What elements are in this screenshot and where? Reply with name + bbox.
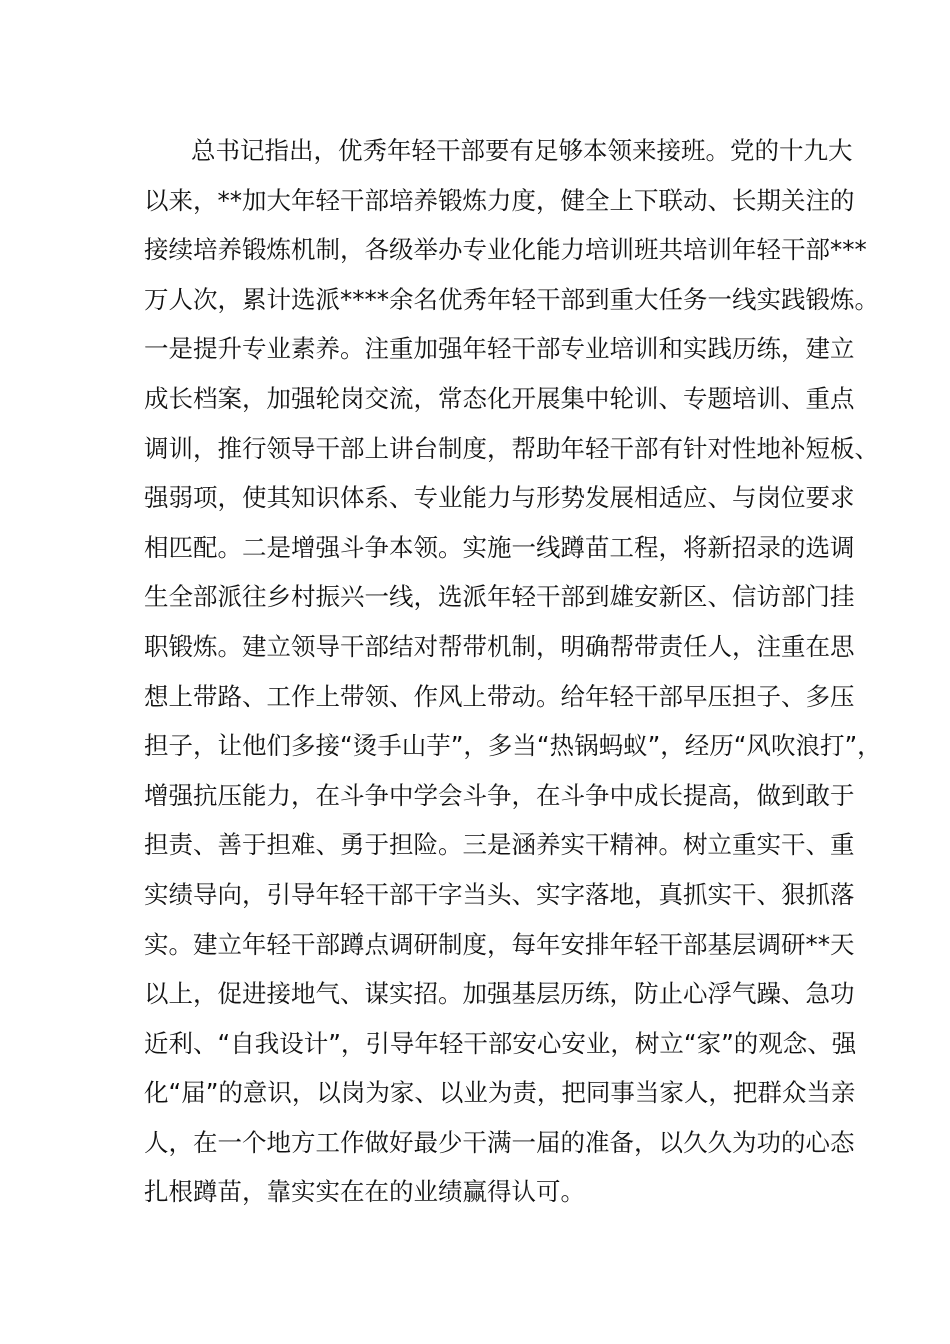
paragraph-line: 扎根蹲苗，靠实实在在的业绩赢得认可。	[144, 1177, 585, 1207]
paragraph-line: 一是提升专业素养。注重加强年轻干部专业培训和实践历练，建立	[144, 334, 855, 364]
paragraph-line: 以来，**加大年轻干部培养锻炼力度，健全上下联动、长期关注的	[144, 185, 855, 215]
paragraph-line: 以上，促进接地气、谋实招。加强基层历练，防止心浮气躁、急功	[144, 979, 855, 1009]
paragraph-line: 担子，让他们多接“烫手山芋”，多当“热锅蚂蚁”，经历“风吹浪打”，	[144, 731, 882, 761]
paragraph-line: 人，在一个地方工作做好最少干满一届的准备，以久久为功的心态	[144, 1127, 855, 1157]
paragraph-line: 职锻炼。建立领导干部结对帮带机制，明确帮带责任人，注重在思	[144, 631, 855, 661]
paragraph-line: 强弱项，使其知识体系、专业能力与形势发展相适应、与岗位要求	[144, 483, 855, 513]
paragraph-line: 调训，推行领导干部上讲台制度，帮助年轻干部有针对性地补短板、	[144, 433, 879, 463]
paragraph-line: 实。建立年轻干部蹲点调研制度，每年安排年轻干部基层调研**天	[144, 929, 855, 959]
paragraph-line: 万人次，累计选派****余名优秀年轻干部到重大任务一线实践锻炼。	[144, 284, 879, 314]
paragraph-line: 成长档案，加强轮岗交流，常态化开展集中轮训、专题培训、重点	[144, 383, 855, 413]
paragraph-line: 生全部派往乡村振兴一线，选派年轻干部到雄安新区、信访部门挂	[144, 582, 855, 612]
paragraph-line: 近利、“自我设计”，引导年轻干部安心安业，树立“家”的观念、强	[144, 1028, 857, 1058]
paragraph-line: 总书记指出，优秀年轻干部要有足够本领来接班。党的十九大	[191, 136, 853, 165]
body-paragraph	[144, 126, 882, 1217]
paragraph-line: 相匹配。二是增强斗争本领。实施一线蹲苗工程，将新招录的选调	[144, 532, 855, 562]
paragraph-line: 想上带路、工作上带领、作风上带动。给年轻干部早压担子、多压	[144, 681, 855, 711]
paragraph-line: 实绩导向，引导年轻干部干字当头、实字落地，真抓实干、狠抓落	[144, 879, 855, 909]
paragraph-line: 担责、善于担难、勇于担险。三是涵养实干精神。树立重实干、重	[144, 830, 855, 860]
paragraph-line: 增强抗压能力，在斗争中学会斗争，在斗争中成长提高，做到敢于	[144, 780, 855, 810]
paragraph-line: 接续培养锻炼机制，各级举办专业化能力培训班共培训年轻干部***	[144, 235, 867, 265]
paragraph-line: 化“届”的意识，以岗为家、以业为责，把同事当家人，把群众当亲	[144, 1078, 856, 1108]
